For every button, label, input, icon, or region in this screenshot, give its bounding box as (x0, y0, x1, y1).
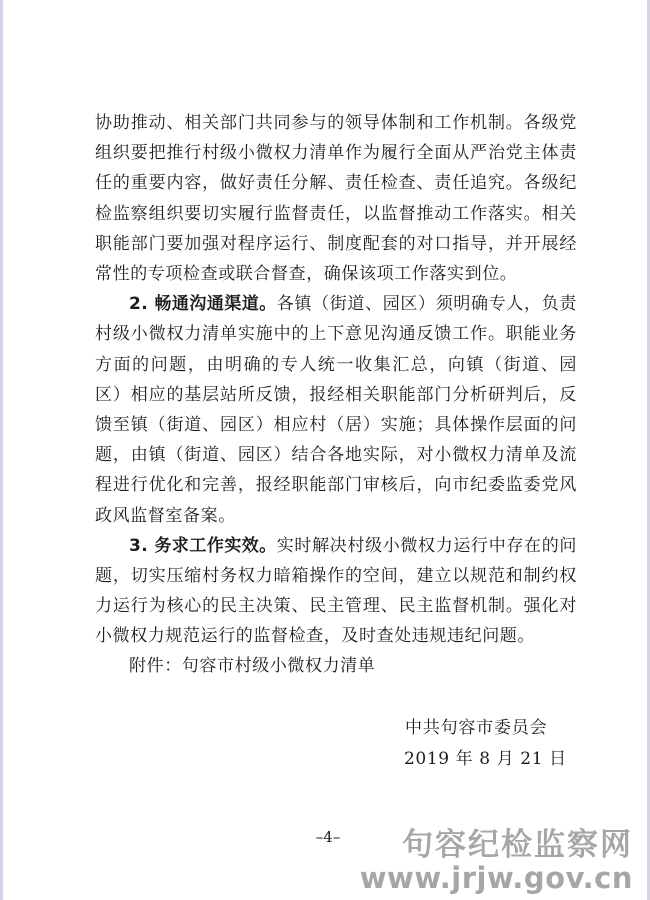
paragraph-leadership-mechanism: 协助推动、相关部门共同参与的领导体制和工作机制。各级党组织要把推行村级小微权力清单作为履行全面从严治党主体责任的重要内容，做好责任分解、责任检查、责任追究。各级纪检监察组织要切实履行监督责任，以监督推动工作落实。相关职能部门要加强对程序运行、制度配套的对口指导，并开展经常性的专项检查或联合督查，确保该项工作落实到位。 (95, 113, 577, 285)
signature-organization: 中共句容市委员会 (405, 718, 548, 738)
attachment-line: 附件：句容市村级小微权力清单 (129, 656, 376, 676)
signature-date: 2019 年 8 月 21 日 (404, 749, 567, 769)
item-work-effectiveness (95, 531, 577, 652)
document-body (95, 108, 577, 652)
watermark-site-url: www.jrjw.gov.cn (359, 861, 633, 895)
item-communication-channel (95, 289, 577, 531)
watermark-site-name: 句容纪检监察网 (402, 827, 633, 863)
item-heading: 3. 务求工作实效。 (129, 535, 277, 556)
item-heading: 2. 畅通沟通渠道。 (129, 294, 277, 315)
item-body: 实时解决村级小微权力运行中存在的问题，切实压缩村务权力暗箱操作的空间，建立以规范和制约权力运行为核心的民主决策、民主管理、民主监督机制。强化对小微权力规范运行的监督检查，及时查处违规违纪问题。 (95, 535, 577, 647)
item-body: 各镇（街道、园区）须明确专人，负责村级小微权力清单实施中的上下意见沟通反馈工作。职能业务方面的问题，由明确的专人统一收集汇总，向镇（街道、园区）相应的基层站所反馈，报经相关职能部门分析研判后，反馈至镇（街道、园区）相应村（居）实施；具体操作层面的问题，由镇（街道、园区）结合各地实际，对小微权力清单及流程进行优化和完善，报经职能部门审核后，向市纪委监委党风政风监督室备案。 (95, 294, 577, 526)
site-watermark (360, 828, 633, 894)
page-number: –4– (315, 828, 341, 846)
